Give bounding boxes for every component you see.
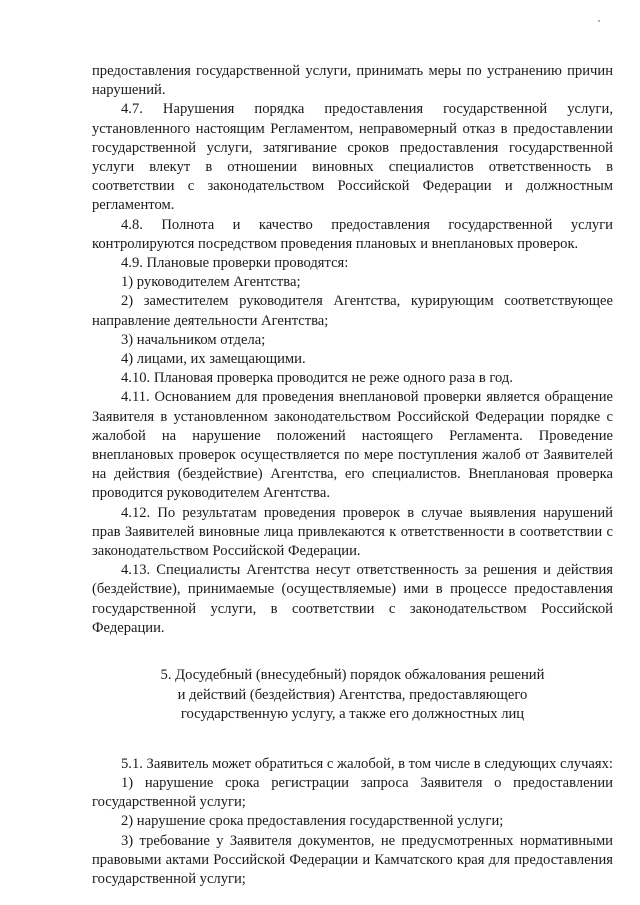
paragraph-4-11: 4.11. Основанием для проведения внеплановой проверки является обращение Заявителя в установленном законодательством Российской Федерации порядке с жалобой на нарушение положений настоящего Регламента. Проведение внеплановых проверок осуществляется по мере поступления жалоб от Заявителей на действия (бездействие) Агентства, его специалистов. Внеплановая проверка проводится руководителем Агентства. [92, 389, 613, 502]
list-item-5-1-2: 2) нарушение срока предоставления государственной услуги; [121, 813, 504, 830]
paragraph-4-7: 4.7. Нарушения порядка предоставления государственной услуги, установленного настоящим Регламентом, неправомерный отказ в предоставлении государственной услуги, затягивание сроков предоставления государственной услуги влекут в отношении виновных специалистов ответственность в соответствии с законодательством Российской Федерации и должностным регламентом. [92, 101, 613, 214]
section-heading-line: 5. Досудебный (внесудебный) порядок обжалования решений [160, 667, 545, 684]
paragraph-4-8: 4.8. Полнота и качество предоставления государственной услуги контролируются посредством проведения плановых и внеплановых проверок. [92, 216, 613, 252]
list-item-4-9-1: 1) руководителем Агентства; [121, 274, 301, 291]
section-heading-line: и действий (бездействия) Агентства, предоставляющего [177, 686, 528, 703]
section-5-heading [92, 666, 613, 725]
paragraph-5-1: 5.1. Заявитель может обратиться с жалобой, в том числе в следующих случаях: [121, 755, 613, 772]
list-item-5-1-1: 1) нарушение срока регистрации запроса Заявителя о предоставлении государственной услуги; [92, 775, 613, 811]
scan-speck [598, 20, 600, 22]
section-heading-line: государственную услугу, а также его должностных лиц [180, 706, 525, 723]
list-item-4-9-2: 2) заместителем руководителя Агентства, курирующим соответствующее направление деятельности Агентства; [92, 293, 613, 329]
list-item-4-9-4: 4) лицами, их замещающими. [121, 351, 306, 368]
document-body [92, 62, 613, 889]
paragraph-4-12: 4.12. По результатам проведения проверок в случае выявления нарушений прав Заявителей виновные лица привлекаются к ответственности в соответствии с законодательством Российской Федерации. [92, 504, 613, 560]
paragraph-continuation: предоставления государственной услуги, принимать меры по устранению причин нарушений. [92, 63, 613, 99]
list-item-5-1-3: 3) требование у Заявителя документов, не предусмотренных нормативными правовыми актами Российской Федерации и Камчатского края для предоставления государственной услуги; [92, 832, 613, 888]
paragraph-4-9: 4.9. Плановые проверки проводятся: [121, 255, 349, 272]
paragraph-4-10: 4.10. Плановая проверка проводится не реже одного раза в год. [121, 370, 513, 387]
list-item-4-9-3: 3) начальником отдела; [121, 331, 266, 348]
paragraph-4-13: 4.13. Специалисты Агентства несут ответственность за решения и действия (бездействие), принимаемые (осуществляемые) ими в процессе предоставления государственной услуги, в соответствии с законодательством Российской Федерации. [92, 562, 613, 636]
